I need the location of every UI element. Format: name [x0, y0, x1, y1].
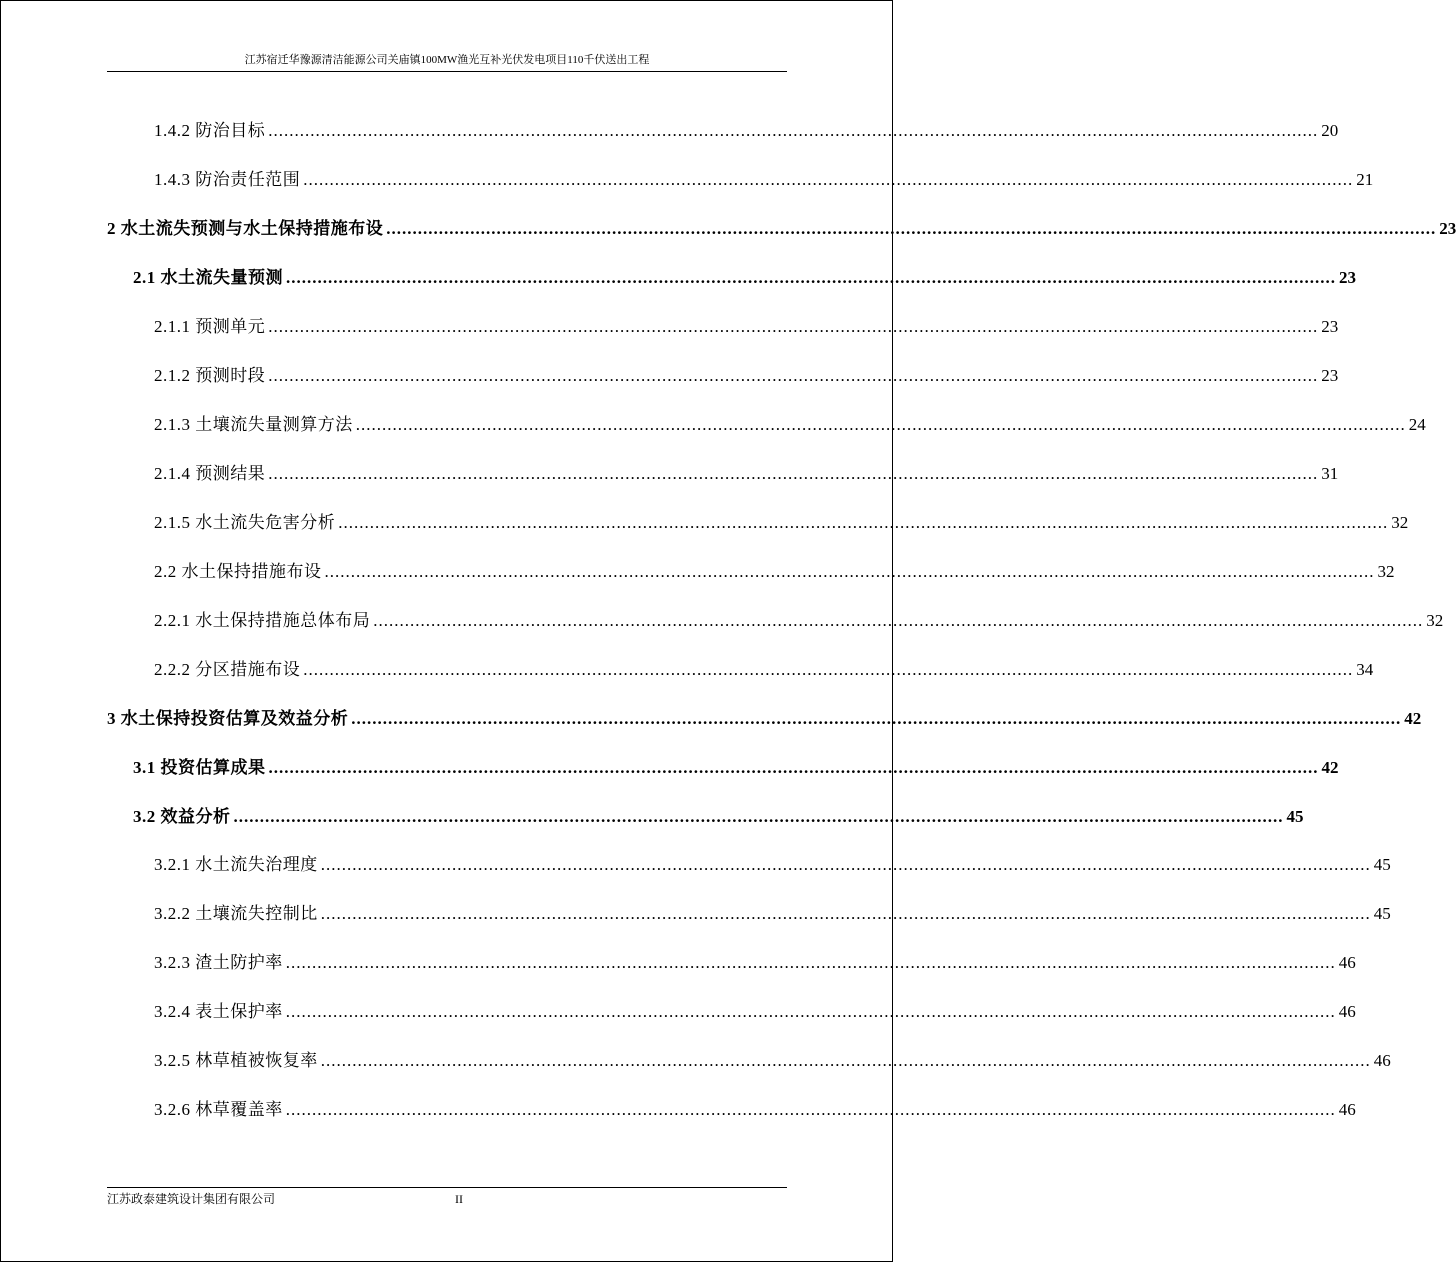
footer-page-number: II: [455, 1192, 463, 1206]
toc-leader-dots: ........................................................................................................................................................................................................: [351, 709, 1402, 728]
toc-entry-2-1[interactable]: [133, 265, 1356, 291]
toc-page-number: 32: [1391, 513, 1409, 532]
toc-leader-dots: ........................................................................................................................................................................................................: [320, 904, 1371, 923]
toc-entry-1-4-2[interactable]: [154, 118, 1339, 144]
toc-leader-dots: ........................................................................................................................................................................................................: [320, 1051, 1371, 1070]
toc-entry-2-1-2[interactable]: [154, 363, 1339, 389]
toc-page-number: 23: [1339, 268, 1356, 287]
toc-leader-dots: ........................................................................................................................................................................................................: [285, 1100, 1336, 1119]
toc-entry-label: 2.2.1 水土保持措施总体布局: [154, 611, 371, 630]
toc-entry-label: 3 水土保持投资估算及效益分析: [107, 709, 349, 728]
toc-leader-dots: ........................................................................................................................................................................................................: [268, 758, 1319, 777]
footer-company: 江苏政泰建筑设计集团有限公司: [107, 1192, 276, 1206]
toc-entry-label: 2.1 水土流失量预测: [133, 268, 283, 287]
toc-entry-label: 3.1 投资估算成果: [133, 758, 266, 777]
toc-leader-dots: ........................................................................................................................................................................................................: [386, 219, 1437, 238]
toc-entry-label: 2.2.2 分区措施布设: [154, 660, 301, 679]
toc-entry-label: 3.2.5 林草植被恢复率: [154, 1051, 318, 1070]
toc-entry-label: 3.2.2 土壤流失控制比: [154, 904, 318, 923]
toc-entry-label: 3.2.1 水土流失治理度: [154, 855, 318, 874]
toc-page-number: 42: [1321, 758, 1339, 777]
toc-page-number: 32: [1426, 611, 1444, 630]
toc-entry-label: 3.2 效益分析: [133, 807, 231, 826]
toc-entry-label: 1.4.3 防治责任范围: [154, 170, 301, 189]
toc-leader-dots: ........................................................................................................................................................................................................: [268, 366, 1319, 385]
toc-page-number: 45: [1373, 904, 1391, 923]
toc-entry-3-2-5[interactable]: [154, 1048, 1391, 1074]
toc-page-number: 42: [1404, 709, 1422, 728]
toc-page-number: 46: [1338, 1002, 1356, 1021]
toc-page-number: 21: [1356, 170, 1374, 189]
toc-page-number: 46: [1338, 953, 1356, 972]
toc-entry-2-1-5[interactable]: [154, 510, 1409, 536]
toc-page-number: 45: [1286, 807, 1304, 826]
toc-entry-label: 2.1.2 预测时段: [154, 366, 266, 385]
toc-page-number: 31: [1321, 464, 1339, 483]
toc-page-number: 23: [1439, 219, 1456, 238]
toc-entry-3-2[interactable]: [133, 804, 1304, 830]
toc-page-number: 46: [1338, 1100, 1356, 1119]
toc-entry-1-4-3[interactable]: [154, 167, 1374, 193]
toc-leader-dots: ........................................................................................................................................................................................................: [285, 1002, 1336, 1021]
toc-entry-label: 3.2.3 渣土防护率: [154, 953, 283, 972]
toc-page-number: 23: [1321, 317, 1339, 336]
toc-entry-3-2-6[interactable]: [154, 1097, 1356, 1123]
toc-leader-dots: ........................................................................................................................................................................................................: [373, 611, 1424, 630]
toc-entry-2-1-1[interactable]: [154, 314, 1339, 340]
toc-entry-3-2-3[interactable]: [154, 950, 1356, 976]
toc-entry-label: 2 水土流失预测与水土保持措施布设: [107, 219, 384, 238]
toc-entry-label: 2.1.5 水土流失危害分析: [154, 513, 336, 532]
toc-leader-dots: ........................................................................................................................................................................................................: [268, 464, 1319, 483]
toc-entry-chapter-2[interactable]: [107, 216, 1456, 242]
toc-leader-dots: ........................................................................................................................................................................................................: [303, 660, 1354, 679]
toc-entry-3-2-1[interactable]: [154, 852, 1391, 878]
toc-page-number: 34: [1356, 660, 1374, 679]
toc-leader-dots: ........................................................................................................................................................................................................: [285, 953, 1336, 972]
toc-entry-3-2-2[interactable]: [154, 901, 1391, 927]
toc-page-number: 20: [1321, 121, 1339, 140]
toc-entry-2-2-2[interactable]: [154, 657, 1374, 683]
toc-leader-dots: ........................................................................................................................................................................................................: [233, 807, 1284, 826]
toc-leader-dots: ........................................................................................................................................................................................................: [303, 170, 1354, 189]
header-rule: [107, 71, 787, 72]
toc-entry-3-1[interactable]: [133, 755, 1339, 781]
running-header: 江苏宿迁华豫源清洁能源公司关庙镇100MW渔光互补光伏发电项目110千伏送出工程: [244, 54, 650, 66]
toc-entry-label: 2.2 水土保持措施布设: [154, 562, 322, 581]
toc-page-number: 23: [1321, 366, 1339, 385]
toc-leader-dots: ........................................................................................................................................................................................................: [338, 513, 1389, 532]
footer-rule: [107, 1187, 787, 1188]
toc-entry-2-1-3[interactable]: [154, 412, 1426, 438]
toc-page-number: 45: [1373, 855, 1391, 874]
toc-leader-dots: ........................................................................................................................................................................................................: [320, 855, 1371, 874]
toc-entry-chapter-3[interactable]: [107, 706, 1422, 732]
toc-entry-label: 3.2.6 林草覆盖率: [154, 1100, 283, 1119]
toc-entry-3-2-4[interactable]: [154, 999, 1356, 1025]
toc-entry-2-2-1[interactable]: [154, 608, 1444, 634]
toc-page-number: 32: [1377, 562, 1395, 581]
toc-entry-label: 2.1.1 预测单元: [154, 317, 266, 336]
toc-leader-dots: ........................................................................................................................................................................................................: [268, 121, 1319, 140]
toc-entry-label: 2.1.3 土壤流失量测算方法: [154, 415, 353, 434]
toc-entry-2-2[interactable]: [154, 559, 1395, 585]
toc-leader-dots: ........................................................................................................................................................................................................: [355, 415, 1406, 434]
toc-leader-dots: ........................................................................................................................................................................................................: [324, 562, 1375, 581]
toc-page-number: 24: [1408, 415, 1426, 434]
toc-entry-label: 3.2.4 表土保护率: [154, 1002, 283, 1021]
toc-entry-label: 1.4.2 防治目标: [154, 121, 266, 140]
toc-leader-dots: ........................................................................................................................................................................................................: [268, 317, 1319, 336]
toc-entry-label: 2.1.4 预测结果: [154, 464, 266, 483]
toc-entry-2-1-4[interactable]: [154, 461, 1339, 487]
toc-page-number: 46: [1373, 1051, 1391, 1070]
toc-leader-dots: ........................................................................................................................................................................................................: [286, 268, 1336, 287]
